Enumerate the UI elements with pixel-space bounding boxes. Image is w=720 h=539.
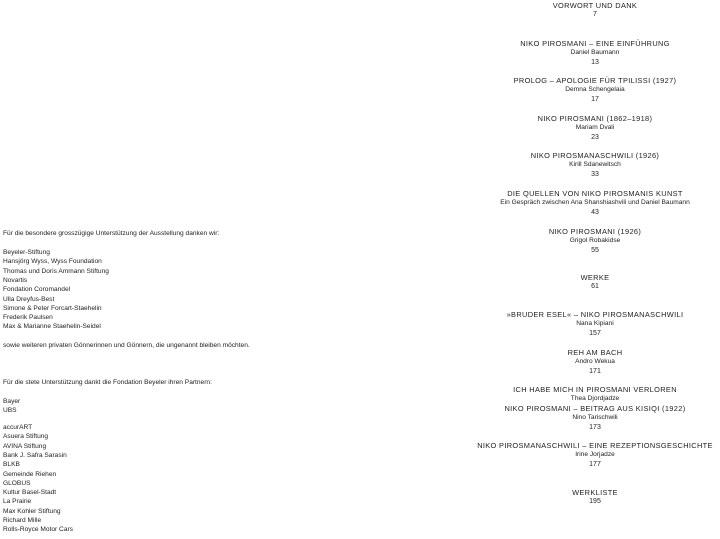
- toc-title: VORWORT UND DANK: [552, 1, 638, 10]
- toc-author: Nino Tarischwili: [572, 414, 618, 422]
- sponsor-item: Simone & Peter Forcart-Staehelin: [3, 304, 102, 312]
- toc-entry[interactable]: [470, 151, 720, 179]
- toc-page-number: 195: [589, 498, 601, 506]
- toc-page-number: 23: [591, 133, 599, 141]
- toc-title: ICH HABE MICH IN PIROSMANI VERLOREN: [513, 385, 677, 394]
- toc-entry[interactable]: [470, 227, 720, 255]
- toc-author: Grigol Robakidse: [569, 237, 621, 245]
- toc-page-number: 61: [591, 283, 599, 291]
- toc-title: »BRUDER ESEL« – NIKO PIROSMANASCHWILI: [506, 310, 684, 319]
- partner-item: Kultur Basel-Stadt: [3, 489, 57, 497]
- toc-title: NIKO PIROSMANASCHWILI – EINE REZEPTIONSGESCHICHTE: [477, 441, 713, 450]
- toc-title: NIKO PIROSMANASCHWILI (1926): [530, 151, 660, 160]
- sponsor-item: Thomas und Doris Ammann Stiftung: [3, 267, 109, 275]
- sponsor-item: Novartis: [3, 276, 28, 284]
- toc-entry[interactable]: [470, 488, 720, 507]
- sponsor-item: Beyeler-Stiftung: [3, 249, 50, 256]
- toc-title: NIKO PIROSMANI (1926): [548, 227, 642, 236]
- toc-author: Ein Gespräch zwischen Ana Shanshiashvili und Daniel Baumann: [500, 199, 690, 207]
- toc-page-number: 43: [591, 208, 599, 216]
- toc-author: Demna Schengelaia: [565, 86, 625, 94]
- sponsor-item: Fondation Coromandel: [3, 286, 71, 294]
- sponsor-item: Max & Marianne Staehelin-Seidel: [3, 323, 101, 331]
- toc-page-number: 7: [593, 11, 597, 19]
- toc-title: NIKO PIROSMANI (1862–1918): [537, 114, 653, 123]
- toc-page-number: 177: [589, 460, 601, 468]
- toc-title: PROLOG – APOLOGIE FÜR TPILISSI (1927): [513, 76, 677, 85]
- partner-item: BLKB: [3, 461, 20, 469]
- toc-author: Kirill Sdanewitsch: [569, 161, 621, 169]
- toc-page-number: 13: [591, 58, 599, 66]
- partner-item: La Prairie: [3, 498, 32, 506]
- sponsor-item: Hansjörg Wyss, Wyss Foundation: [3, 258, 102, 266]
- toc-title: NIKO PIROSMANI – BEITRAG AUS KISIQI (1922): [504, 403, 686, 413]
- toc-entry[interactable]: [470, 76, 720, 104]
- toc-title: WERKLISTE: [572, 488, 618, 497]
- partner-item: Asuera Stiftung: [3, 433, 49, 441]
- table-of-contents: [470, 0, 720, 539]
- toc-author: Daniel Baumann: [570, 49, 620, 57]
- partner-item: accurART: [3, 424, 33, 431]
- toc-page-number: 157: [589, 329, 601, 337]
- toc-author: Andro Wekua: [575, 358, 615, 366]
- partner-item: GLOBUS: [3, 479, 31, 487]
- toc-page-number: 55: [591, 246, 599, 254]
- toc-entry[interactable]: [470, 273, 720, 292]
- toc-entry[interactable]: [470, 1, 720, 20]
- toc-entry[interactable]: [470, 310, 720, 338]
- toc-page-number: 17: [591, 95, 599, 103]
- toc-entry[interactable]: [470, 348, 720, 376]
- toc-title: NIKO PIROSMANI – EINE EINFÜHRUNG: [520, 39, 670, 48]
- toc-entry[interactable]: [470, 114, 720, 142]
- toc-entry[interactable]: [470, 39, 720, 67]
- partner-item: Max Kohler Stiftung: [3, 507, 61, 515]
- partner-item: UBS: [3, 407, 17, 415]
- toc-entry[interactable]: [470, 441, 720, 469]
- acknowledgements-page: [3, 0, 303, 539]
- partner-item: Bayer: [3, 398, 21, 405]
- sponsor-item: Ulla Dreyfus-Best: [3, 295, 55, 303]
- partner-item: Bank J. Safra Sarasin: [3, 451, 67, 459]
- partner-item: AVINA Stiftung: [3, 442, 47, 450]
- toc-title: DIE QUELLEN VON NIKO PIROSMANIS KUNST: [507, 189, 683, 198]
- sponsor-item: Frederik Paulsen: [3, 314, 53, 322]
- toc-entry[interactable]: [470, 385, 720, 432]
- toc-page-number: 33: [591, 170, 599, 178]
- partner-item: Richard Mille: [3, 517, 42, 524]
- toc-author: Thea Djordjadze: [570, 395, 620, 403]
- toc-author: Irine Jorjadze: [575, 451, 615, 459]
- toc-author: Mariam Dvali: [575, 124, 615, 132]
- thanks-heading: Für die besondere grosszügige Unterstützung der Ausstellung danken wir:: [3, 230, 220, 237]
- partner-item: Rolls-Royce Motor Cars: [3, 526, 73, 534]
- partner-item: Gemeinde Riehen: [3, 470, 57, 478]
- toc-author: Nana Kipiani: [576, 320, 614, 328]
- toc-title: WERKE: [580, 273, 610, 282]
- toc-title: REH AM BACH: [567, 348, 623, 357]
- toc-entry[interactable]: [470, 189, 720, 217]
- toc-page-number: 171: [589, 367, 601, 375]
- anonymous-donors-note: sowie weiteren privaten Gönnerinnen und Gönnern, die ungenannt bleiben möchten.: [3, 342, 250, 349]
- toc-page-number: 173: [589, 423, 601, 431]
- partners-heading: Für die stete Unterstützung dankt die Fondation Beyeler ihren Partnern:: [3, 379, 212, 386]
